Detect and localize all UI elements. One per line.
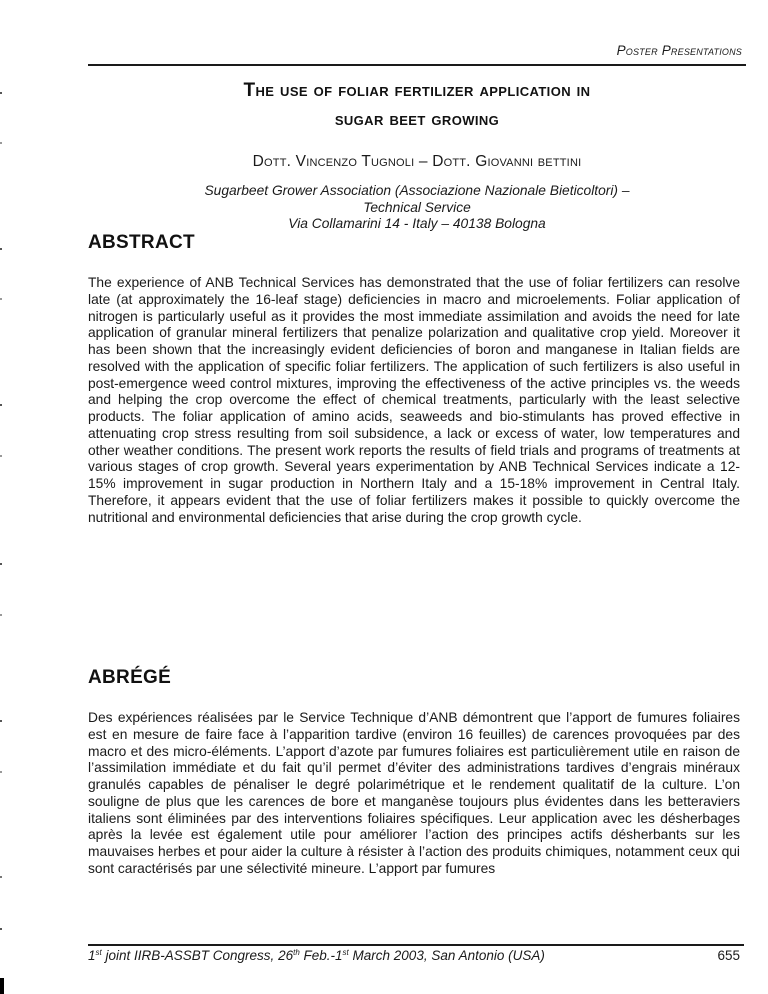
header-rule <box>88 64 746 66</box>
abstract-paragraph: The experience of ANB Technical Services has demonstrated that the use of foliar fertilizers can resolve late (at approximately the 16-leaf stage) deficiencies in macro and microelements. Foliar application of nitrogen is particularly useful as it provides the most immediate assimilation and avoids the need for late application of granular mineral fertilizers that penalize polarization and qualitative crop yield. Moreover it has been shown that the increasingly evident deficiencies of boron and manganese in Italian fields are resolved with the application of specific foliar fertilizers. The application of such fertilizers is also useful in post-emergence weed control mixtures, improving the effectiveness of the active principles vs. the weeds and helping the crop overcome the effect of chemical treatments, particularly with the least selective products. The foliar application of amino acids, seaweeds and bio-stimulants has proved effective in attenuating crop stress resulting from soil subsidence, a lack or excess of water, low temperatures and other weather conditions. The present work reports the results of field trials and programs of treatments at various stages of crop growth. Several years experimentation by ANB Technical Services indicate a 12-15% improvement in sugar production in Northern Italy and a 15-18% improvement in Central Italy. Therefore, it appears evident that the use of foliar fertilizers makes it possible to quickly overcome the nutritional and environmental deficiencies that arise during the crop growth cycle. <box>88 275 740 525</box>
footer-superscript: th <box>293 948 300 957</box>
scan-edge-bar <box>0 978 4 994</box>
scan-artifact <box>0 614 2 616</box>
scan-artifact <box>0 404 2 406</box>
title-line-1: The use of foliar fertilizer application in <box>243 80 591 101</box>
footer-text: Feb.- <box>299 948 336 963</box>
abrege-paragraph: Des expériences réalisées par le Service Technique d’ANB démontrent que l’apport de fumures foliaires est en mesure de faire face à l’apparition tardive (environ 16 feuilles) de carences provoquées par des macro et des micro-éléments. L’apport d’azote par fumures foliaires est particulièrement utile en raison de l’assimilation immédiate et du fait qu’il permet d’éviter des administrations tardives d’engrais minéraux granulés capables de pénaliser le degré polarimétrique et le rendement qualitatif de la culture. L’on souligne de plus que les carences de bore et manganèse toujours plus évidentes dans les betteraviers italiens sont éliminées par des interventions foliaires spécifiques. Leur application avec les désherbages après la levée est également utile pour améliorer l’action des principes actifs désherbants sur les mauvaises herbes et pour aider la culture à résister à l’action des produits chimiques, notamment ceux qui sont caractérisés par une sélectivité mineure. L’apport par fumures <box>88 710 740 876</box>
footer-superscript: st <box>95 948 102 957</box>
title-line-2: sugar beet growing <box>334 109 500 130</box>
scan-artifact <box>0 928 2 930</box>
affiliation-line-2: Technical Service <box>363 199 471 215</box>
footer-text: joint IIRB-ASSBT Congress, <box>101 948 279 963</box>
affiliation-line-1: Sugarbeet Grower Association (Associazione Nazionale Bieticoltori) – <box>204 183 630 198</box>
scan-artifact <box>0 298 2 300</box>
running-head: Poster Presentations <box>616 43 742 58</box>
scan-artifact <box>0 142 2 144</box>
footer-text: March 2003, San Antonio (USA) <box>348 948 545 963</box>
scan-artifact <box>0 92 2 94</box>
footer-superscript: st <box>342 948 349 957</box>
footer-ordinal: 1 <box>88 948 96 963</box>
affiliation <box>88 183 746 233</box>
footer-citation <box>88 948 545 963</box>
page-number: 655 <box>717 948 740 963</box>
abstract-heading: ABSTRACT <box>88 232 195 253</box>
scan-artifact <box>0 771 2 773</box>
scan-artifact <box>0 248 2 250</box>
scan-artifact <box>0 563 2 565</box>
footer-ordinal: 1 <box>335 948 343 963</box>
abrege-heading: ABRÉGÉ <box>88 667 172 688</box>
scan-artifact <box>0 455 2 457</box>
scan-artifact <box>0 876 2 878</box>
page-footer <box>88 948 740 963</box>
paper-title <box>88 76 746 134</box>
footer-ordinal: 26 <box>278 948 294 963</box>
affiliation-line-3: Via Collamarini 14 - Italy – 40138 Bologna <box>288 216 546 231</box>
authors: Dott. Vincenzo Tugnoli – Dott. Giovanni bettini <box>252 153 582 170</box>
footer-rule <box>88 944 744 946</box>
scan-artifact <box>0 720 2 722</box>
